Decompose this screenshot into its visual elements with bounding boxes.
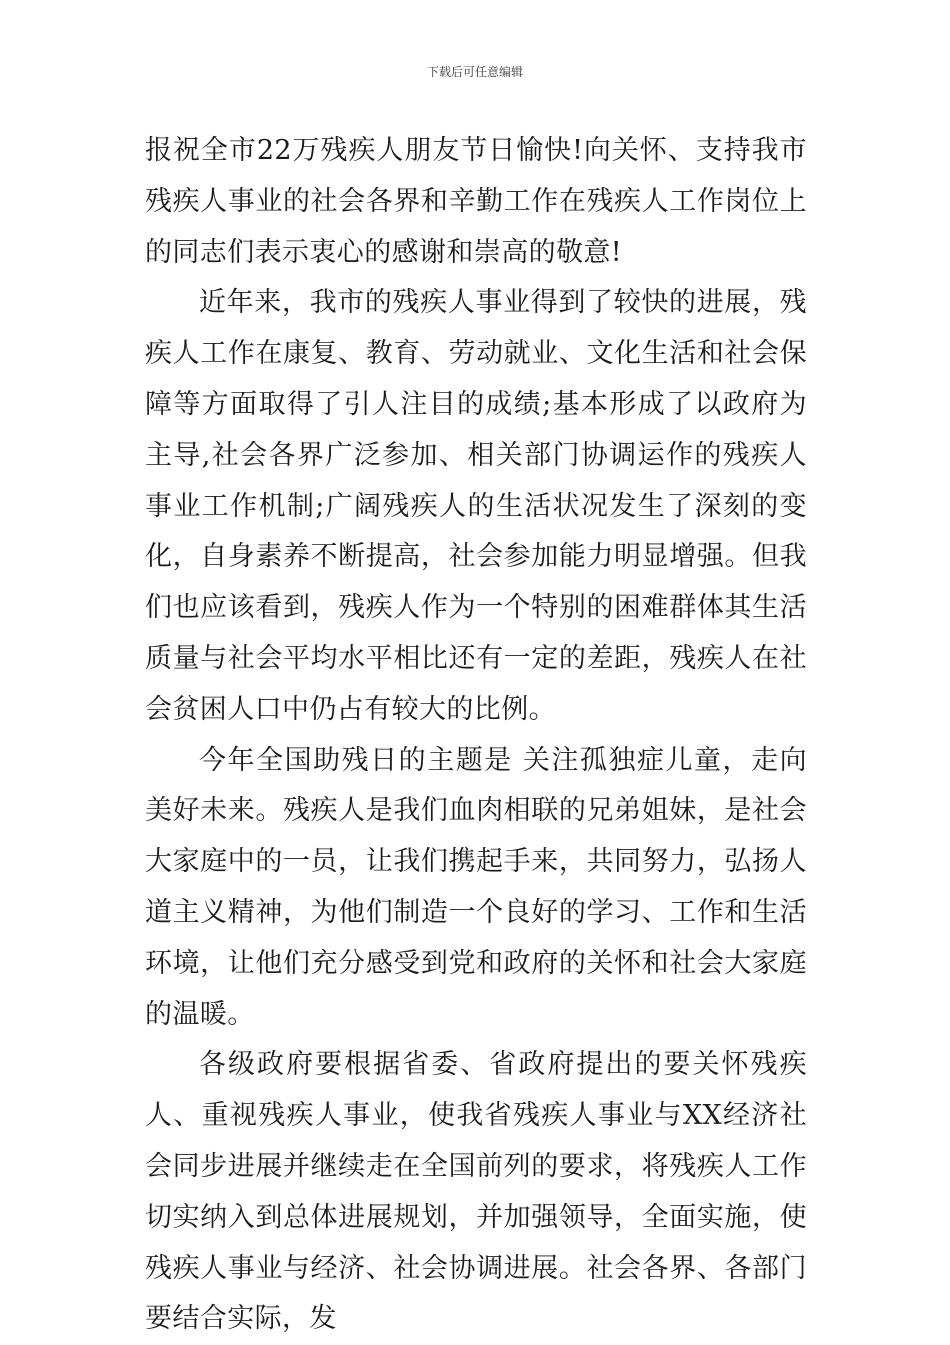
paragraph-2: 近年来，我市的残疾人事业得到了较快的进展，残疾人工作在康复、教育、劳动就业、文化生活和社会保障等方面取得了引人注目的成绩;基本形成了以政府为主导,社会各界广泛参加、相关部门协调运作的残疾人事业工作机制;广阔残疾人的生活状况发生了深刻的变化，自身素养不断提高，社会参加能力明显增强。但我们也应该看到，残疾人作为一个特别的困难群体其生活质量与社会平均水平相比还有一定的差距，残疾人在社会贫困人口中仍占有较大的比例。 (145, 287, 807, 725)
document-body (145, 126, 807, 1345)
paragraph-4: 各级政府要根据省委、省政府提出的要关怀残疾人、重视残疾人事业，使我省残疾人事业与XX经济社会同步进展并继续走在全国前列的要求，将残疾人工作切实纳入到总体进展规划，并加强领导，全面实施，使残疾人事业与经济、社会协调进展。社会各界、各部门要结合实际，发 (145, 1049, 807, 1335)
page-header-note: 下载后可任意编辑 (426, 65, 523, 79)
paragraph-1: 报祝全市22万残疾人朋友节日愉快!向关怀、支持我市残疾人事业的社会各界和辛勤工作在残疾人工作岗位上的同志们表示衷心的感谢和崇高的敬意! (145, 135, 807, 268)
paragraph-3: 今年全国助残日的主题是 关注孤独症儿童，走向美好未来。残疾人是我们血肉相联的兄弟姐妹，是社会大家庭中的一员，让我们携起手来，共同努力，弘扬人道主义精神，为他们制造一个良好的学习、工作和生活环境，让他们充分感受到党和政府的关怀和社会大家庭的温暖。 (145, 744, 807, 1030)
